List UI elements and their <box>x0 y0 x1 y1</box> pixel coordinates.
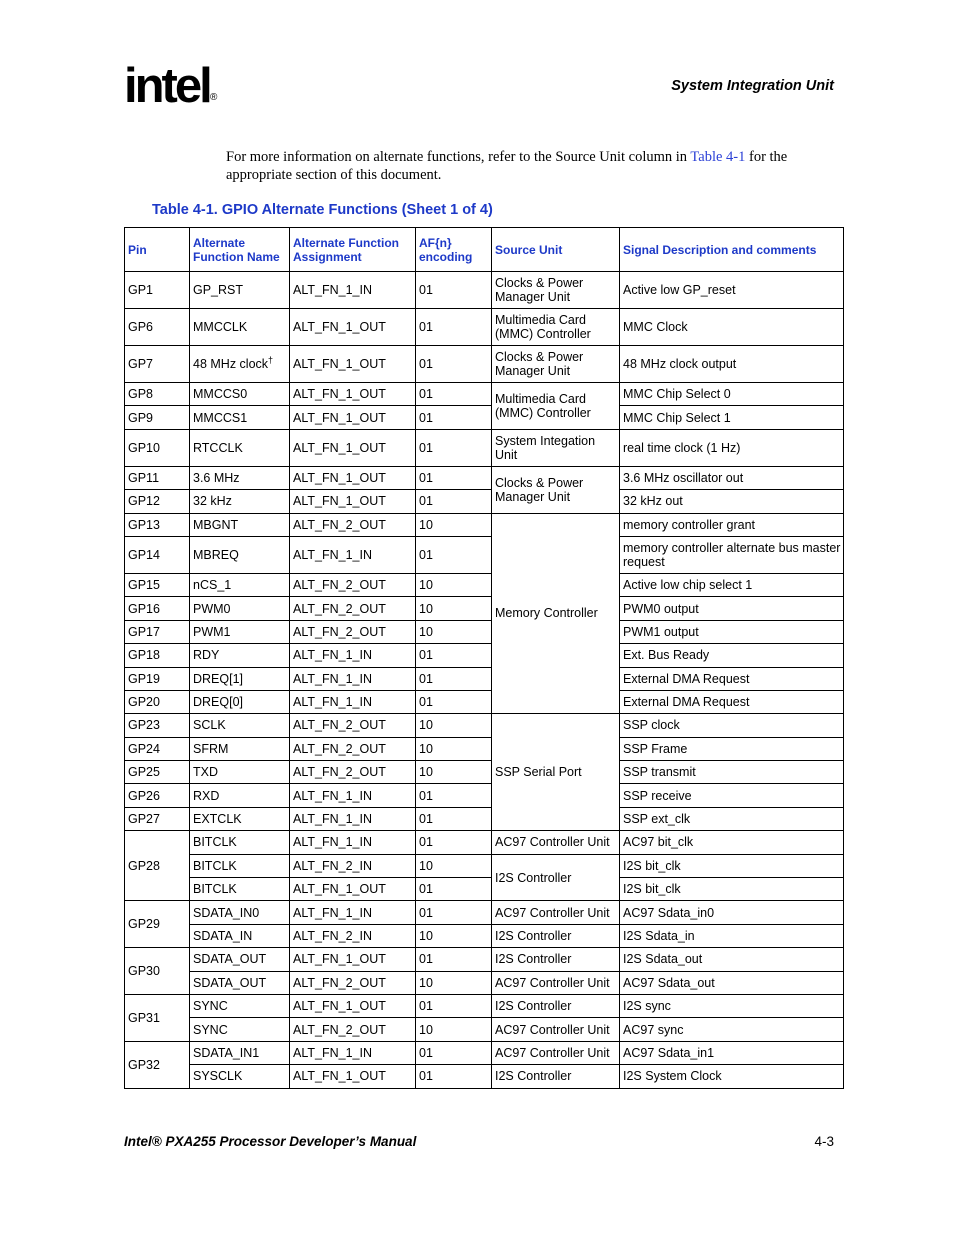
cell-description: AC97 Sdata_out <box>620 971 844 994</box>
cell-source-unit: System Integation Unit <box>492 429 620 466</box>
cell-function-name: SYSCLK <box>190 1065 290 1088</box>
cell-assignment: ALT_FN_1_OUT <box>290 406 416 429</box>
table-row <box>125 737 844 760</box>
cell-description: SSP Frame <box>620 737 844 760</box>
cell-description: 32 kHz out <box>620 490 844 513</box>
cell-assignment: ALT_FN_1_OUT <box>290 1065 416 1088</box>
table-row <box>125 346 844 383</box>
table-row <box>125 406 844 429</box>
cell-pin: GP6 <box>125 309 190 346</box>
cell-description: PWM1 output <box>620 620 844 643</box>
header-source-unit: Source Unit <box>492 228 620 272</box>
table-row <box>125 620 844 643</box>
cell-function-name: PWM1 <box>190 620 290 643</box>
cell-function-name: SFRM <box>190 737 290 760</box>
table-row <box>125 878 844 901</box>
cell-assignment: ALT_FN_2_OUT <box>290 761 416 784</box>
function-name-text: 48 MHz clock <box>193 357 269 371</box>
cell-pin: GP18 <box>125 644 190 667</box>
table-row <box>125 513 844 536</box>
cell-encoding: 01 <box>416 878 492 901</box>
cell-encoding: 01 <box>416 948 492 971</box>
cell-function-name: TXD <box>190 761 290 784</box>
cell-encoding: 01 <box>416 690 492 713</box>
cell-source-unit: I2S Controller <box>492 924 620 947</box>
cell-assignment: ALT_FN_1_OUT <box>290 994 416 1017</box>
table-row <box>125 466 844 489</box>
cell-description: AC97 bit_clk <box>620 831 844 854</box>
cell-description: SSP transmit <box>620 761 844 784</box>
cell-assignment: ALT_FN_1_IN <box>290 807 416 830</box>
cell-assignment: ALT_FN_1_IN <box>290 536 416 573</box>
cell-description: I2S sync <box>620 994 844 1017</box>
cell-function-name: MBGNT <box>190 513 290 536</box>
table-row <box>125 1041 844 1064</box>
cell-pin: GP14 <box>125 536 190 573</box>
cell-description: External DMA Request <box>620 667 844 690</box>
cell-assignment: ALT_FN_1_IN <box>290 1041 416 1064</box>
cell-encoding: 01 <box>416 346 492 383</box>
cell-description: MMC Chip Select 0 <box>620 383 844 406</box>
cell-encoding: 01 <box>416 831 492 854</box>
cell-pin: GP12 <box>125 490 190 513</box>
cell-assignment: ALT_FN_2_OUT <box>290 971 416 994</box>
header-signal-description: Signal Description and comments <box>620 228 844 272</box>
cell-function-name: PWM0 <box>190 597 290 620</box>
cell-pin: GP28 <box>125 831 190 901</box>
cell-pin: GP29 <box>125 901 190 948</box>
cell-pin: GP23 <box>125 714 190 737</box>
table-row <box>125 971 844 994</box>
cell-encoding: 01 <box>416 272 492 309</box>
cell-assignment: ALT_FN_1_IN <box>290 667 416 690</box>
cell-pin: GP9 <box>125 406 190 429</box>
cell-assignment: ALT_FN_1_OUT <box>290 948 416 971</box>
cell-function-name: MMCCLK <box>190 309 290 346</box>
cell-encoding: 10 <box>416 513 492 536</box>
cell-pin: GP32 <box>125 1041 190 1088</box>
cell-encoding: 01 <box>416 667 492 690</box>
header-alt-function-assignment: Alternate Function Assignment <box>290 228 416 272</box>
cell-assignment: ALT_FN_2_OUT <box>290 620 416 643</box>
cell-description: I2S Sdata_out <box>620 948 844 971</box>
table-row <box>125 1065 844 1088</box>
header-alt-function-name: Alternate Function Name <box>190 228 290 272</box>
cell-pin: GP10 <box>125 429 190 466</box>
cell-function-name: SYNC <box>190 994 290 1017</box>
cell-description: AC97 Sdata_in0 <box>620 901 844 924</box>
cell-assignment: ALT_FN_1_OUT <box>290 383 416 406</box>
footer-manual-title: Intel® PXA255 Processor Developer’s Manual <box>124 1134 417 1149</box>
table-header-row <box>125 228 844 272</box>
cell-description: I2S System Clock <box>620 1065 844 1088</box>
table-row <box>125 924 844 947</box>
cell-assignment: ALT_FN_1_IN <box>290 272 416 309</box>
table-caption: Table 4-1. GPIO Alternate Functions (Sheet 1 of 4) <box>152 202 493 218</box>
cell-source-unit: AC97 Controller Unit <box>492 831 620 854</box>
table-row <box>125 597 844 620</box>
cell-assignment: ALT_FN_2_IN <box>290 924 416 947</box>
cell-function-name: SDATA_OUT <box>190 971 290 994</box>
cell-source-unit: I2S Controller <box>492 854 620 901</box>
cell-description: SSP ext_clk <box>620 807 844 830</box>
cell-encoding: 10 <box>416 761 492 784</box>
table-row <box>125 807 844 830</box>
cell-encoding: 10 <box>416 573 492 596</box>
cell-source-unit: Clocks & Power Manager Unit <box>492 466 620 513</box>
cell-encoding: 10 <box>416 924 492 947</box>
cell-source-unit: I2S Controller <box>492 994 620 1017</box>
cell-description: Ext. Bus Ready <box>620 644 844 667</box>
cell-pin: GP19 <box>125 667 190 690</box>
cell-pin: GP17 <box>125 620 190 643</box>
cell-source-unit: SSP Serial Port <box>492 714 620 831</box>
cell-description: MMC Clock <box>620 309 844 346</box>
cell-encoding: 01 <box>416 466 492 489</box>
cell-encoding: 01 <box>416 1041 492 1064</box>
cell-description: AC97 sync <box>620 1018 844 1041</box>
table-row <box>125 784 844 807</box>
cell-encoding: 10 <box>416 737 492 760</box>
table-row <box>125 490 844 513</box>
cell-pin: GP31 <box>125 994 190 1041</box>
cell-pin: GP30 <box>125 948 190 995</box>
table-row <box>125 536 844 573</box>
cell-pin: GP11 <box>125 466 190 489</box>
cell-assignment: ALT_FN_2_OUT <box>290 1018 416 1041</box>
cell-function-name: BITCLK <box>190 854 290 877</box>
cell-assignment: ALT_FN_2_OUT <box>290 737 416 760</box>
table-row <box>125 429 844 466</box>
cell-function-name: SDATA_IN1 <box>190 1041 290 1064</box>
cell-encoding: 01 <box>416 644 492 667</box>
cell-function-name: 3.6 MHz <box>190 466 290 489</box>
table-row <box>125 383 844 406</box>
cell-encoding: 01 <box>416 784 492 807</box>
cell-encoding: 01 <box>416 901 492 924</box>
cell-description: PWM0 output <box>620 597 844 620</box>
cell-pin: GP1 <box>125 272 190 309</box>
cell-encoding: 01 <box>416 994 492 1017</box>
cell-source-unit: I2S Controller <box>492 1065 620 1088</box>
cell-function-name: SDATA_OUT <box>190 948 290 971</box>
cell-source-unit: I2S Controller <box>492 948 620 971</box>
cell-assignment: ALT_FN_2_OUT <box>290 597 416 620</box>
cell-pin: GP16 <box>125 597 190 620</box>
intro-text-before: For more information on alternate functions, refer to the Source Unit column in <box>226 149 691 165</box>
cell-function-name: SDATA_IN <box>190 924 290 947</box>
table-row <box>125 901 844 924</box>
cell-assignment: ALT_FN_2_OUT <box>290 513 416 536</box>
cell-assignment: ALT_FN_1_OUT <box>290 346 416 383</box>
table-row <box>125 1018 844 1041</box>
cell-description: I2S bit_clk <box>620 854 844 877</box>
table-row <box>125 573 844 596</box>
cell-source-unit: AC97 Controller Unit <box>492 971 620 994</box>
table-row <box>125 831 844 854</box>
table-row <box>125 761 844 784</box>
footer-page-number: 4-3 <box>814 1134 834 1149</box>
cell-source-unit: AC97 Controller Unit <box>492 1018 620 1041</box>
cell-encoding: 10 <box>416 620 492 643</box>
cell-function-name: MMCCS1 <box>190 406 290 429</box>
cell-source-unit: Clocks & Power Manager Unit <box>492 272 620 309</box>
cell-function-name: DREQ[0] <box>190 690 290 713</box>
table-row <box>125 309 844 346</box>
table-row <box>125 714 844 737</box>
cell-function-name <box>190 346 290 383</box>
cell-encoding: 10 <box>416 714 492 737</box>
intel-logo <box>124 59 224 118</box>
intro-text-after: for the appropriate section of this document. <box>226 149 788 183</box>
header-pin: Pin <box>125 228 190 272</box>
cell-description: I2S bit_clk <box>620 878 844 901</box>
cell-function-name: BITCLK <box>190 878 290 901</box>
cell-assignment: ALT_FN_2_OUT <box>290 714 416 737</box>
cell-pin: GP26 <box>125 784 190 807</box>
cell-assignment: ALT_FN_1_OUT <box>290 466 416 489</box>
cell-description: 48 MHz clock output <box>620 346 844 383</box>
cell-description: real time clock (1 Hz) <box>620 429 844 466</box>
cell-pin: GP20 <box>125 690 190 713</box>
cell-encoding: 01 <box>416 309 492 346</box>
cell-function-name: MBREQ <box>190 536 290 573</box>
cell-function-name: MMCCS0 <box>190 383 290 406</box>
cell-description: External DMA Request <box>620 690 844 713</box>
cell-function-name: BITCLK <box>190 831 290 854</box>
cell-function-name: SYNC <box>190 1018 290 1041</box>
section-title: System Integration Unit <box>671 78 834 94</box>
table-4-1-link[interactable]: Table 4-1 <box>690 149 746 165</box>
cell-function-name: DREQ[1] <box>190 667 290 690</box>
intro-paragraph <box>226 149 836 184</box>
table-row <box>125 644 844 667</box>
cell-encoding: 10 <box>416 1018 492 1041</box>
cell-source-unit: Memory Controller <box>492 513 620 714</box>
cell-encoding: 01 <box>416 429 492 466</box>
logo-wordmark: intel <box>124 59 210 113</box>
cell-encoding: 10 <box>416 971 492 994</box>
cell-assignment: ALT_FN_1_IN <box>290 690 416 713</box>
cell-description: AC97 Sdata_in1 <box>620 1041 844 1064</box>
cell-encoding: 10 <box>416 854 492 877</box>
cell-encoding: 01 <box>416 1065 492 1088</box>
table-row <box>125 272 844 309</box>
cell-function-name: GP_RST <box>190 272 290 309</box>
cell-description: SSP receive <box>620 784 844 807</box>
cell-encoding: 01 <box>416 383 492 406</box>
gpio-alternate-functions-table <box>124 227 844 1089</box>
cell-pin: GP15 <box>125 573 190 596</box>
cell-assignment: ALT_FN_1_OUT <box>290 309 416 346</box>
cell-function-name: nCS_1 <box>190 573 290 596</box>
cell-assignment: ALT_FN_1_OUT <box>290 429 416 466</box>
footnote-dagger: † <box>268 354 274 365</box>
table-row <box>125 948 844 971</box>
cell-encoding: 01 <box>416 406 492 429</box>
cell-description: Active low GP_reset <box>620 272 844 309</box>
cell-assignment: ALT_FN_1_IN <box>290 784 416 807</box>
cell-pin: GP13 <box>125 513 190 536</box>
cell-function-name: SCLK <box>190 714 290 737</box>
cell-assignment: ALT_FN_1_IN <box>290 831 416 854</box>
cell-description: SSP clock <box>620 714 844 737</box>
cell-assignment: ALT_FN_2_IN <box>290 854 416 877</box>
cell-source-unit: Clocks & Power Manager Unit <box>492 346 620 383</box>
cell-encoding: 01 <box>416 490 492 513</box>
cell-pin: GP8 <box>125 383 190 406</box>
cell-description: Active low chip select 1 <box>620 573 844 596</box>
cell-function-name: EXTCLK <box>190 807 290 830</box>
cell-assignment: ALT_FN_1_OUT <box>290 490 416 513</box>
cell-pin: GP24 <box>125 737 190 760</box>
cell-source-unit: Multimedia Card (MMC) Controller <box>492 309 620 346</box>
table-row <box>125 854 844 877</box>
cell-encoding: 01 <box>416 536 492 573</box>
cell-source-unit: Multimedia Card (MMC) Controller <box>492 383 620 430</box>
cell-description: I2S Sdata_in <box>620 924 844 947</box>
cell-pin: GP27 <box>125 807 190 830</box>
cell-source-unit: AC97 Controller Unit <box>492 1041 620 1064</box>
cell-assignment: ALT_FN_1_IN <box>290 901 416 924</box>
table-row <box>125 667 844 690</box>
cell-function-name: 32 kHz <box>190 490 290 513</box>
cell-assignment: ALT_FN_2_OUT <box>290 573 416 596</box>
cell-function-name: SDATA_IN0 <box>190 901 290 924</box>
cell-description: memory controller grant <box>620 513 844 536</box>
cell-description: memory controller alternate bus master request <box>620 536 844 573</box>
cell-pin: GP7 <box>125 346 190 383</box>
header-af-encoding: AF{n} encoding <box>416 228 492 272</box>
logo-registered-mark: ® <box>210 92 218 103</box>
cell-function-name: RXD <box>190 784 290 807</box>
cell-source-unit: AC97 Controller Unit <box>492 901 620 924</box>
cell-description: MMC Chip Select 1 <box>620 406 844 429</box>
table-row <box>125 690 844 713</box>
table-row <box>125 994 844 1017</box>
cell-assignment: ALT_FN_1_OUT <box>290 878 416 901</box>
cell-function-name: RDY <box>190 644 290 667</box>
cell-description: 3.6 MHz oscillator out <box>620 466 844 489</box>
cell-encoding: 10 <box>416 597 492 620</box>
cell-function-name: RTCCLK <box>190 429 290 466</box>
cell-pin: GP25 <box>125 761 190 784</box>
cell-assignment: ALT_FN_1_IN <box>290 644 416 667</box>
cell-encoding: 01 <box>416 807 492 830</box>
